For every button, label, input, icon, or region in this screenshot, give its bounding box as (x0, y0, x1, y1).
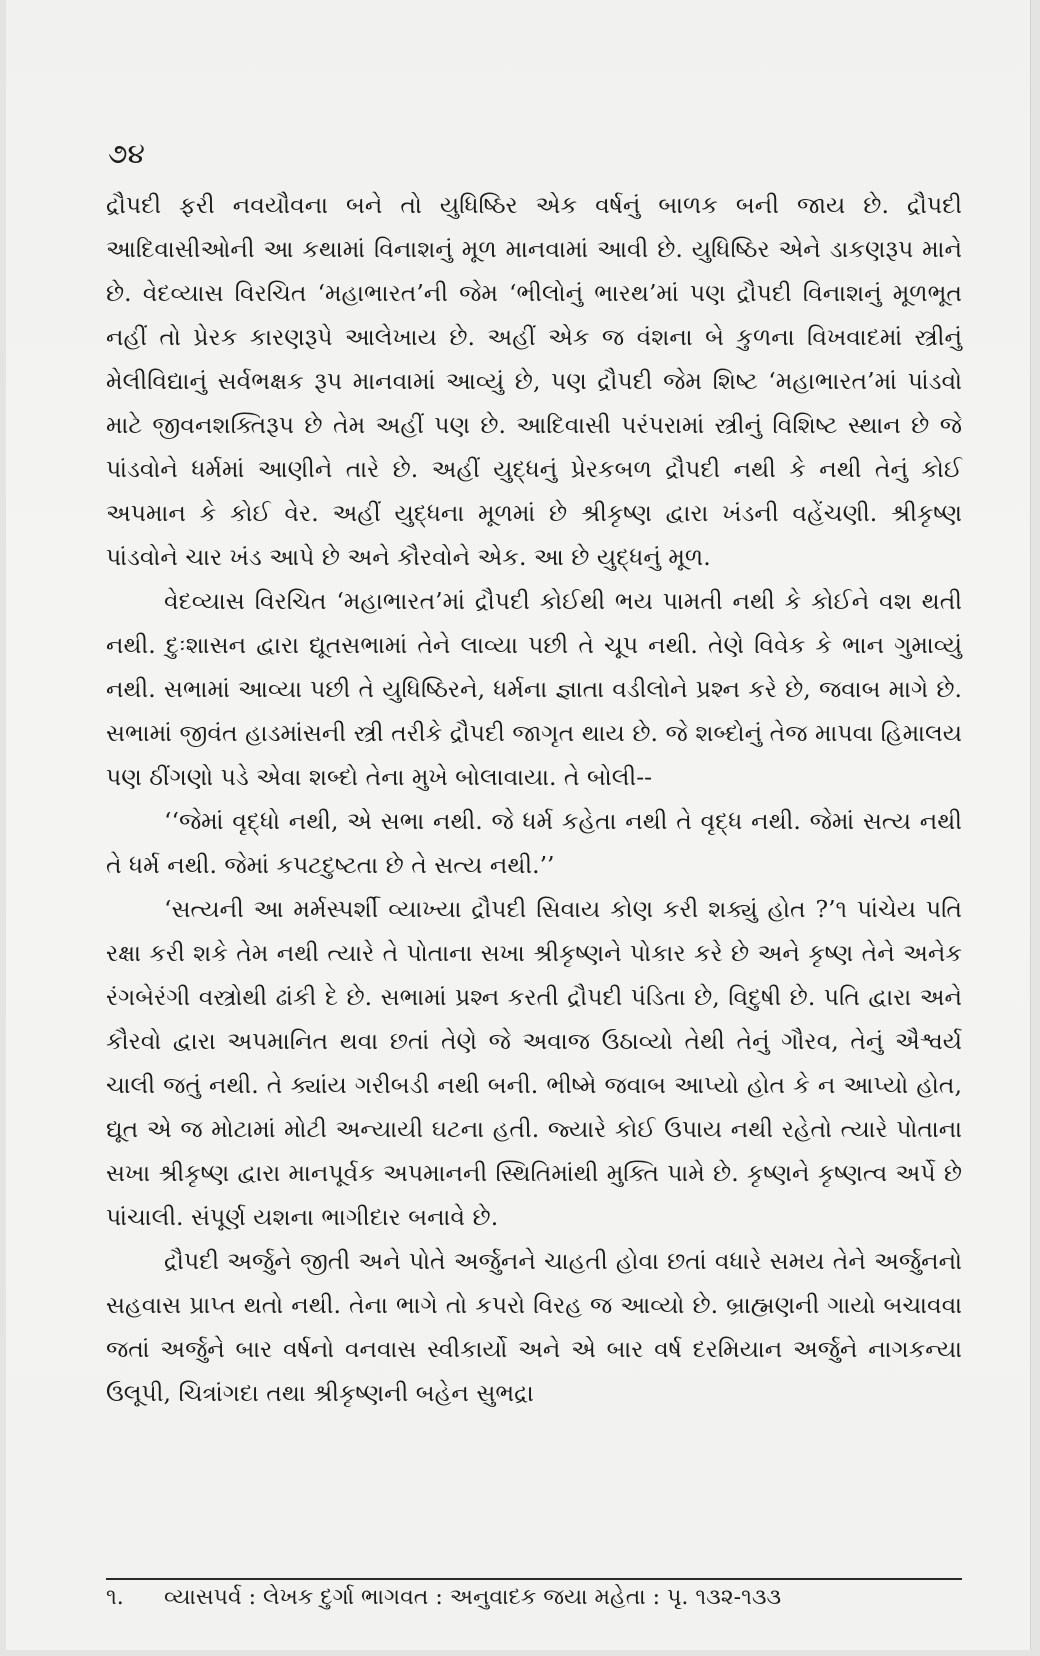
footnote (106, 1585, 962, 1610)
footnote-number: ૧. (106, 1585, 124, 1610)
paragraph-4: ‘સત્યની આ મર્મસ્પર્શી વ્યાખ્યા દ્રૌપદી સિવાય કોણ કરી શક્યું હોત ?’૧ પાંચેય પતિ રક્ષા કરી શકે તેમ નથી ત્યારે તે પોતાના સખા શ્રીકૃષ્ણને પોકાર કરે છે અને કૃષ્ણ તેને અનેક રંગબેરંગી વસ્ત્રોથી ઢાંકી દે છે. સભામાં પ્રશ્ન કરતી દ્રૌપદી પંડિતા છે, વિદુષી છે. પતિ દ્વારા અને કૌરવો દ્વારા અપમાનિત થવા છતાં તેણે જે અવાજ ઉઠાવ્યો તેથી તેનું ગૌરવ, તેનું ઐશ્વર્ય ચાલી જતું નથી. તે ક્યાંય ગરીબડી નથી બની. ભીષ્મે જવાબ આપ્યો હોત કે ન આપ્યો હોત, દ્યૂત એ જ મોટામાં મોટી અન્યાયી ઘટના હતી. જ્યારે કોઈ ઉપાય નથી રહેતો ત્યારે પોતાના સખા શ્રીકૃષ્ણ દ્વારા માનપૂર્વક અપમાનની સ્થિતિમાંથી મુક્તિ પામે છે. કૃષ્ણને કૃષ્ણત્વ અર્પે છે પાંચાલી. સંપૂર્ણ યશના ભાગીદાર બનાવે છે. (106, 895, 962, 1231)
footnote-text: વ્યાસપર્વ : લેખક દુર્ગા ભાગવત : અનુવાદક જયા મહેતા : પૃ. ૧૩૨-૧૩૩ (164, 1585, 782, 1610)
paragraph-1: દ્રૌપદી ફરી નવયૌવના બને તો યુધિષ્ઠિર એક વર્ષનું બાળક બની જાય છે. દ્રૌપદી આદિવાસીઓની આ કથામાં વિનાશનું મૂળ માનવામાં આવી છે. યુધિષ્ઠિર એને ડાકણરૂપ માને છે. વેદવ્યાસ વિરચિત ‘મહાભારત’ની જેમ ‘ભીલોનું ભારથ’માં પણ દ્રૌપદી વિનાશનું મૂળભૂત નહીં તો પ્રેરક કારણરૂપે આલેખાય છે. અહીં એક જ વંશના બે કુળના વિખવાદમાં સ્ત્રીનું મેલીવિદ્યાનું સર્વભક્ષક રૂપ માનવામાં આવ્યું છે, પણ દ્રૌપદી જેમ શિષ્ટ ‘મહાભારત’માં પાંડવો માટે જીવનશક્તિરૂપ છે તેમ અહીં પણ છે. આદિવાસી પરંપરામાં સ્ત્રીનું વિશિષ્ટ સ્થાન છે જે પાંડવોને ધર્મમાં આણીને તારે છે. અહીં યુદ્ધનું પ્રેરકબળ દ્રૌપદી નથી કે નથી તેનું કોઈ અપમાન કે કોઈ વેર. અહીં યુદ્ધના મૂળમાં છે શ્રીકૃષ્ણ દ્વારા ખંડની વહેંચણી. શ્રીકૃષ્ણ પાંડવોને ચાર ખંડ આપે છે અને કૌરવોને એક. આ છે યુદ્ધનું મૂળ. (106, 191, 962, 571)
book-page (6, 0, 1031, 1650)
paragraph-5: દ્રૌપદી અર્જુને જીતી અને પોતે અર્જુનને ચાહતી હોવા છતાં વધારે સમય તેને અર્જુનનો સહવાસ પ્રાપ્ત થતો નથી. તેના ભાગે તો કપરો વિરહ જ આવ્યો છે. બ્રાહ્મણની ગાયો બચાવવા જતાં અર્જુને બાર વર્ષનો વનવાસ સ્વીકાર્યો અને એ બાર વર્ષ દરમિયાન અર્જુને નાગકન્યા ઉલૂપી, ચિત્રાંગદા તથા શ્રીકૃષ્ણની બહેન સુભદ્રા (106, 1247, 962, 1407)
quotation-paragraph: ‘‘જેમાં વૃદ્ધો નથી, એ સભા નથી. જે ધર્મ કહેતા નથી તે વૃદ્ધ નથી. જેમાં સત્ય નથી તે ધર્મ નથી. જેમાં કપટદુષ્ટતા છે તે સત્ય નથી.’’ (106, 807, 962, 879)
body-text (106, 183, 962, 1415)
paragraph-2: વેદવ્યાસ વિરચિત ‘મહાભારત’માં દ્રૌપદી કોઈથી ભય પામતી નથી કે કોઈને વશ થતી નથી. દુઃશાસન દ્વારા દ્યૂતસભામાં તેને લાવ્યા પછી તે ચૂપ નથી. તેણે વિવેક કે ભાન ગુમાવ્યું નથી. સભામાં આવ્યા પછી તે યુધિષ્ઠિરને, ધર્મના જ્ઞાતા વડીલોને પ્રશ્ન કરે છે, જવાબ માગે છે. સભામાં જીવંત હાડમાંસની સ્ત્રી તરીકે દ્રૌપદી જાગૃત થાય છે. જે શબ્દોનું તેજ માપવા હિમાલય પણ ઠીંગણો પડે એવા શબ્દો તેના મુખે બોલાવાયા. તે બોલી-- (106, 587, 962, 791)
footnote-divider (106, 1578, 962, 1580)
page-number: ૭૪ (108, 137, 145, 170)
